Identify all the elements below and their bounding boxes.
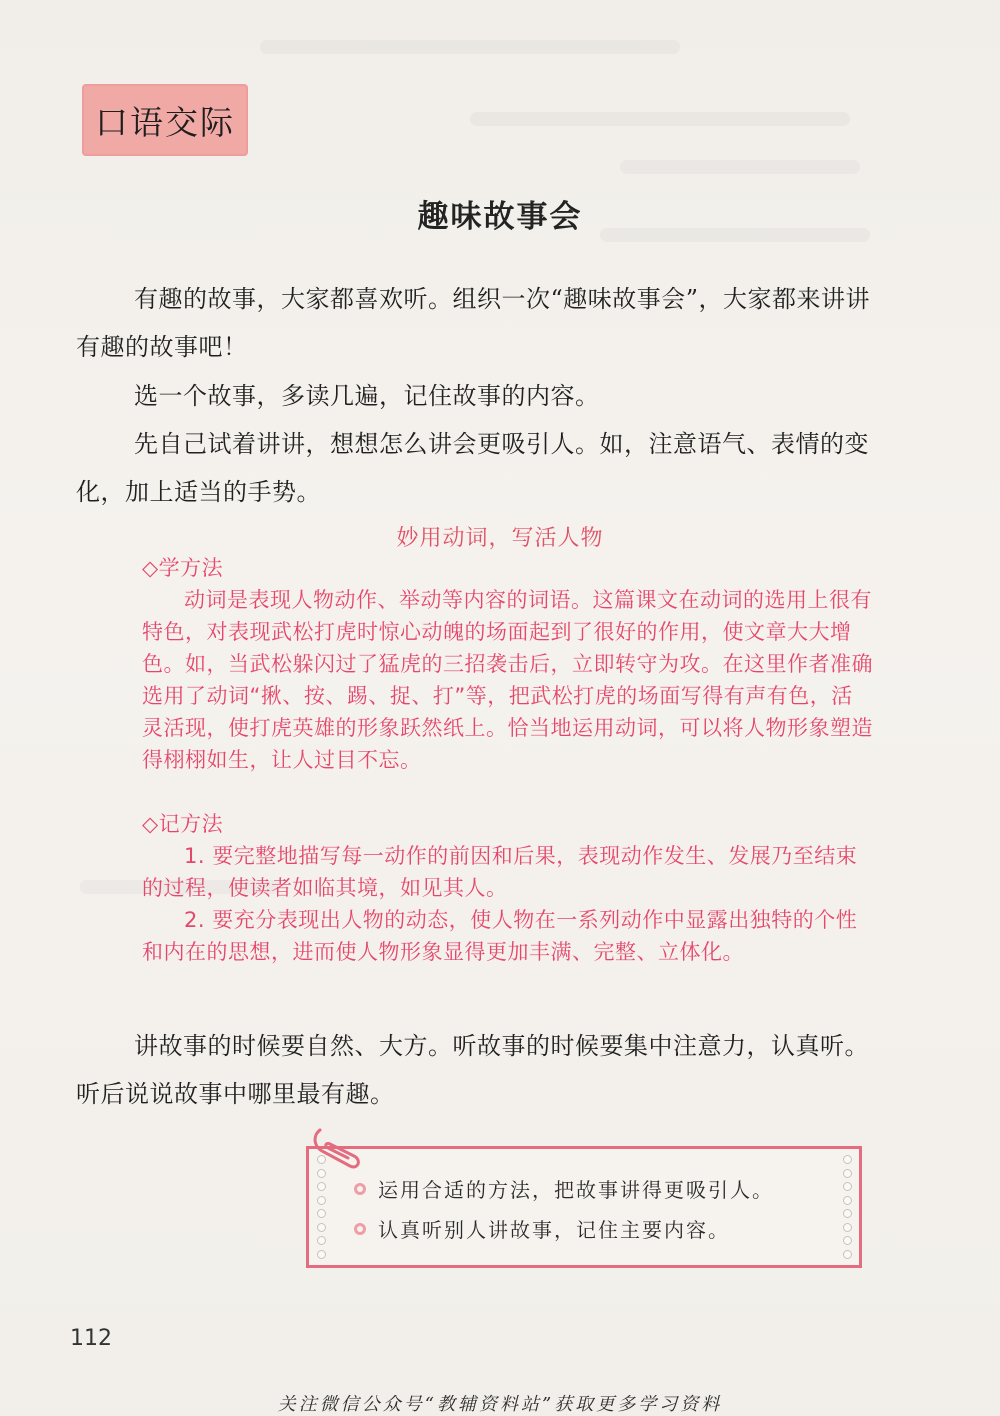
paperclip-icon <box>306 1122 366 1182</box>
lesson-tag-label: 口语交际 <box>95 102 235 142</box>
remember-method-label: ◇记方法 <box>142 812 224 836</box>
page-number: 112 <box>70 1326 112 1351</box>
step-paragraph: 先自己试着讲讲，想想怎么讲会更吸引人。如，注意语气、表情的变化，加上适当的手势。 <box>76 430 869 506</box>
lesson-tag <box>82 84 248 156</box>
goal-item <box>354 1214 730 1243</box>
learn-method-label: ◇学方法 <box>142 556 224 580</box>
tip-paragraph: 讲故事的时候要自然、大方。听故事的时候要集中注意力，认真听。听后说说故事中哪里最有趣。 <box>76 1032 869 1108</box>
remember-method-item: 2. 要充分表现出人物的动态，使人物在一系列动作中显露出独特的个性和内在的思想，进而使人物形象显得更加丰满、完整、立体化。 <box>142 908 858 964</box>
remember-method-section <box>142 808 874 968</box>
learn-method-text: 动词是表现人物动作、举动等内容的词语。这篇课文在动词的选用上很有特色，对表现武松打虎时惊心动魄的场面起到了很好的作用，使文章大大增色。如，当武松躲闪过了猛虎的三招袭击后，立即转守为攻。在这里作者准确选用了动词“揪、按、踢、捉、打”等，把武松打虎的场面写得有声有色，活灵活现，使打虎英雄的形象跃然纸上。恰当地运用动词，可以将人物形象塑造得栩栩如生，让人过目不忘。 <box>142 588 873 772</box>
show-through-line <box>620 160 860 174</box>
method-title: 妙用动词，写活人物 <box>396 526 604 551</box>
goal-item <box>354 1174 774 1203</box>
remember-method-item: 1. 要完整地描写每一动作的前因和后果，表现动作发生、发展乃至结束的过程，使读者如临其境，如见其人。 <box>142 844 858 900</box>
bullet-circle-icon <box>354 1223 366 1235</box>
goal-item-text: 认真听别人讲故事，记住主要内容。 <box>378 1218 730 1242</box>
page-title: 趣味故事会 <box>417 199 583 235</box>
learn-method-section <box>142 552 874 776</box>
bullet-circle-icon <box>354 1183 366 1195</box>
watermark: 关注微信公众号“教辅资料站”获取更多学习资料 <box>277 1394 723 1415</box>
goal-item-text: 运用合适的方法，把故事讲得更吸引人。 <box>378 1178 774 1202</box>
intro-paragraph: 有趣的故事，大家都喜欢听。组织一次“趣味故事会”，大家都来讲讲有趣的故事吧！ <box>76 285 871 361</box>
note-binding-holes <box>840 1155 854 1259</box>
goal-note <box>306 1146 862 1268</box>
show-through-line <box>470 112 850 126</box>
step-paragraph: 选一个故事，多读几遍，记住故事的内容。 <box>134 382 600 410</box>
show-through-line <box>260 40 680 54</box>
